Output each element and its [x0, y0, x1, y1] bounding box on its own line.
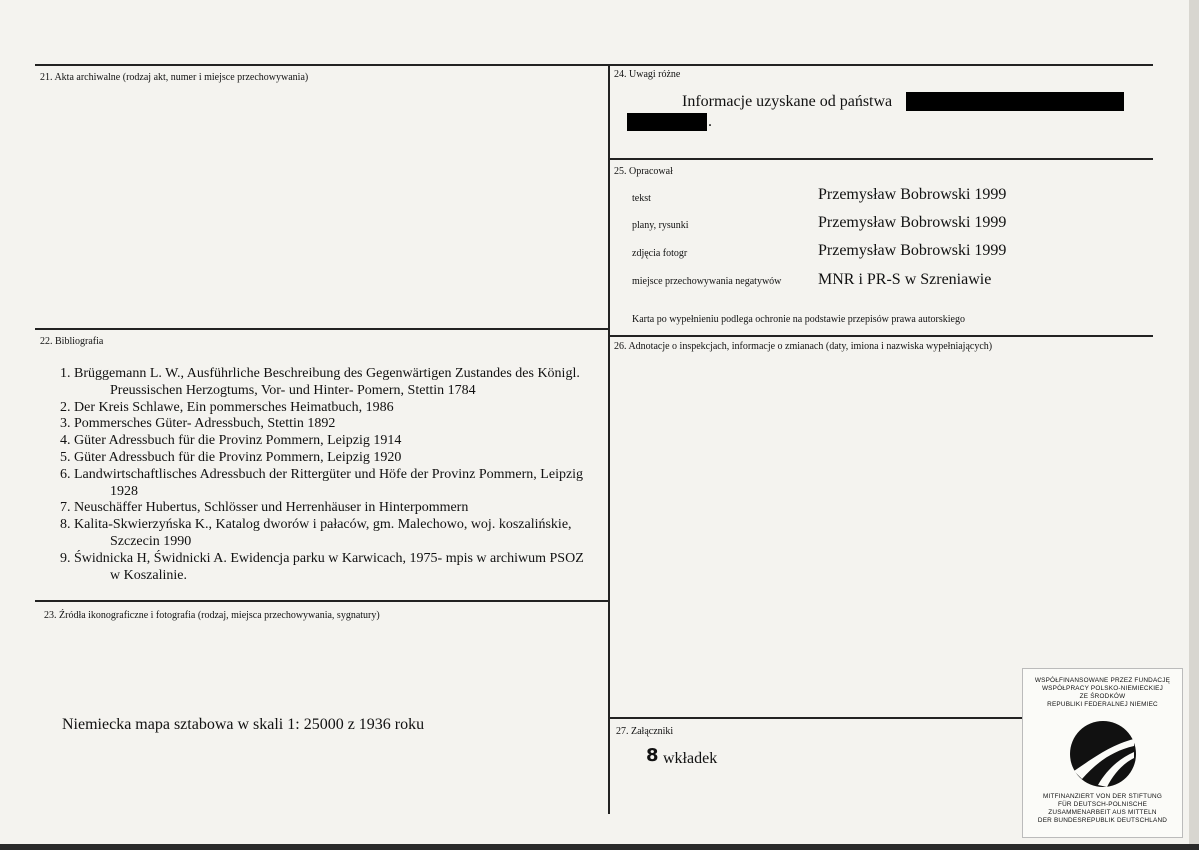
author-key: zdjęcia fotogr [632, 248, 688, 259]
bibliography-item-text: Der Kreis Schlawe, Ein pommersches Heimatbuch, 1986 [74, 399, 394, 415]
sponsor-bottom-line: ZUSAMMENARBEIT AUS MITTELN [1048, 809, 1157, 816]
rule-25 [608, 158, 1153, 160]
redaction-bar-2 [627, 113, 707, 131]
bibliography-item-number: 1. [60, 366, 71, 381]
attachments-count: 8 [646, 745, 659, 766]
sponsor-logo-box [1022, 668, 1183, 838]
copyright-note: Karta po wypełnieniu podlega ochronie na podstawie przepisów prawa autorskiego [632, 314, 965, 325]
sponsor-bottom-line: MITFINANZIERT VON DER STIFTUNG [1042, 793, 1163, 800]
attachments-text: wkładek [663, 750, 718, 767]
page-edge [1189, 0, 1199, 850]
bibliography-item-continuation: 1928 [110, 483, 138, 499]
bibliography-item-text: Neuschäffer Hubertus, Schlösser und Herrenhäuser in Hinterpommern [74, 500, 469, 516]
bibliography-item-continuation: Preussischen Herzogtums, Vor- und Hinter- Pomern, Stettin 1784 [110, 382, 476, 398]
bibliography-item [60, 517, 600, 551]
bibliography-item-text: Güter Adressbuch für die Provinz Pommern, Leipzig 1914 [74, 433, 402, 449]
section-24-label: 24. Uwagi różne [614, 69, 681, 80]
sponsor-top-line: WSPÓŁPRACY POLSKO-NIEMIECKIEJ [1041, 685, 1164, 692]
author-value: Przemysław Bobrowski 1999 [818, 186, 1007, 203]
bibliography-item [60, 467, 600, 501]
top-rule-right [608, 64, 1153, 66]
bibliography-item-text: Landwirtschaftlisches Adressbuch der Rittergüter und Höfe der Provinz Pommern, Leipzig [74, 466, 584, 482]
top-rule-left [35, 64, 610, 66]
bibliography-item [60, 551, 600, 585]
bibliography-item [60, 400, 600, 417]
bibliography-item-number: 7. [60, 500, 71, 516]
bibliography-item-number: 3. [60, 416, 71, 432]
section-24-text: Informacje uzyskane od państwa [682, 93, 893, 110]
bibliography-item [60, 500, 600, 517]
author-value: Przemysław Bobrowski 1999 [818, 214, 1007, 231]
bibliography-item-continuation: w Koszalinie. [110, 567, 187, 583]
bibliography-item-number: 5. [60, 449, 71, 465]
page-bottom-edge [0, 844, 1199, 850]
sponsor-top-line: ZE ŚRODKÓW [1079, 693, 1126, 700]
section-26-label: 26. Adnotacje o inspekcjach, informacje o zmianach (daty, imiona i nazwiska wypełniających) [614, 341, 993, 352]
sponsor-top-line: REPUBLIKI FEDERALNEJ NIEMIEC [1047, 701, 1158, 708]
section-23-label: 23. Źródła ikonograficzne i fotografia (rodzaj, miejsca przechowywania, sygnatury) [44, 610, 380, 621]
section-22-label: 22. Bibliografia [40, 336, 104, 347]
bibliography-item-text: Güter Adressbuch für die Provinz Pommern, Leipzig 1920 [74, 449, 402, 465]
author-key: miejsce przechowywania negatywów [632, 276, 782, 287]
redaction-bar-1 [906, 92, 1124, 111]
bibliography-item [60, 366, 600, 400]
rule-27 [608, 717, 1024, 719]
sponsor-bottom-line: FÜR DEUTSCH-POLNISCHE [1057, 801, 1148, 808]
bibliography-item [60, 433, 600, 450]
section-24-period: . [708, 113, 712, 130]
sponsor-bottom-line: DER BUNDESREPUBLIK DEUTSCHLAND [1037, 817, 1168, 824]
author-key: plany, rysunki [632, 220, 689, 231]
bibliography-item [60, 450, 600, 467]
rule-26 [608, 335, 1153, 337]
section-21-label: 21. Akta archiwalne (rodzaj akt, numer i miejsce przechowywania) [40, 72, 309, 83]
bibliography-item-text: Kalita-Skwierzyńska K., Katalog dworów i pałaców, gm. Malechowo, woj. koszalińskie, [74, 517, 572, 533]
rule-23 [35, 600, 610, 602]
author-value: Przemysław Bobrowski 1999 [818, 242, 1007, 259]
center-divider [608, 64, 610, 814]
bibliography-item-number: 9. [60, 550, 71, 566]
section-23-content: Niemiecka mapa sztabowa w skali 1: 25000 z 1936 roku [62, 716, 425, 733]
sponsor-top-line: WSPÓŁFINANSOWANE PRZEZ FUNDACJĘ [1034, 677, 1171, 684]
section-25-label: 25. Opracował [614, 166, 673, 177]
bibliography-item-text: Świdnicka H, Świdnicki A. Ewidencja parku w Karwicach, 1975- mpis w archiwum PSOZ [74, 550, 584, 566]
bibliography-item [60, 416, 600, 433]
bibliography-item-text: Pommersches Güter- Adressbuch, Stettin 1892 [74, 416, 336, 432]
bibliography-item-number: 6. [60, 466, 71, 482]
bibliography-item-number: 4. [60, 433, 71, 449]
stiftung-road-logo-icon [1064, 719, 1142, 789]
bibliography-item-text: Brüggemann L. W., Ausführliche Beschreibung des Gegenwärtigen Zustandes des Königl. [74, 366, 580, 381]
section-27-label: 27. Załączniki [616, 726, 674, 737]
bibliography-item-number: 2. [60, 399, 71, 415]
bibliography-item-number: 8. [60, 517, 71, 533]
bibliography-item-continuation: Szczecin 1990 [110, 533, 192, 549]
bibliography-list [60, 366, 600, 584]
author-value: MNR i PR-S w Szreniawie [818, 271, 992, 288]
author-key: tekst [632, 193, 651, 204]
rule-22 [35, 328, 610, 330]
